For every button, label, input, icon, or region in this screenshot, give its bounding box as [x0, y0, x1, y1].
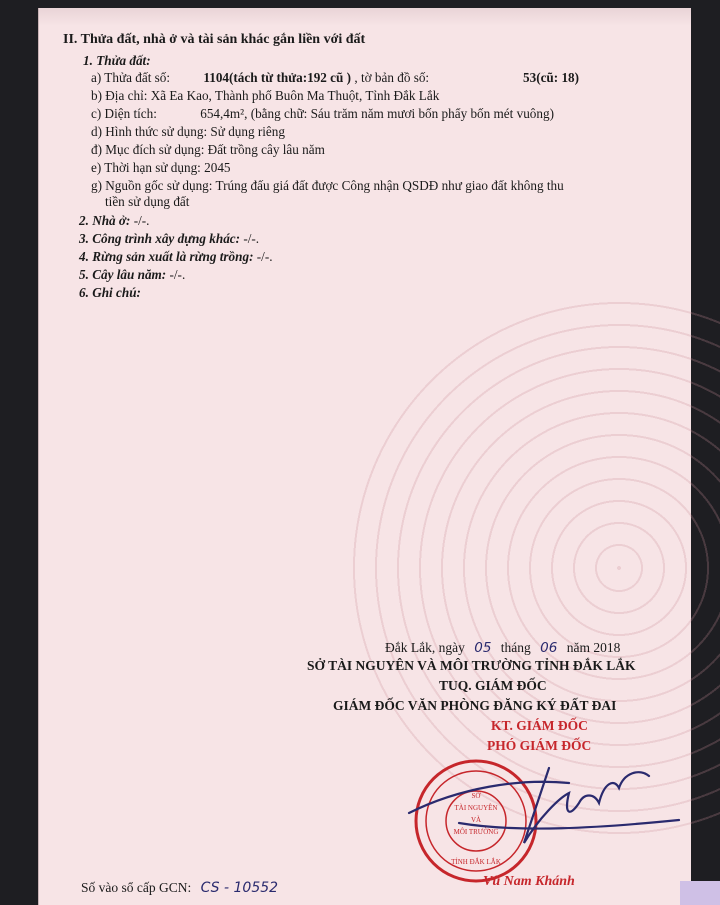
parcel-number-row — [91, 70, 580, 86]
corner-overlay — [680, 881, 720, 905]
item-5-value: -/-. — [169, 267, 186, 282]
map-sheet-value: 53(cũ: 18) — [523, 70, 580, 85]
item-5-row — [79, 267, 185, 283]
usage-term-row: e) Thời hạn sử dụng: 2045 — [91, 160, 231, 175]
item-6-label: 6. Ghi chú: — [79, 285, 141, 300]
authority-line-2: TUQ. GIÁM ĐỐC — [439, 678, 547, 693]
item-4-value: -/-. — [256, 249, 273, 264]
item-2-value: -/-. — [133, 213, 150, 228]
registry-row — [81, 880, 278, 896]
area-row — [91, 106, 554, 122]
registry-label: Số vào sổ cấp GCN: — [81, 880, 192, 895]
authority-line-4: KT. GIÁM ĐỐC — [491, 718, 588, 733]
authority-line-1: SỞ TÀI NGUYÊN VÀ MÔI TRƯỜNG TỈNH ĐẮK LẮK — [307, 658, 636, 673]
section-title: II. Thửa đất, nhà ở và tài sản khác gắn liền với đất — [63, 32, 366, 47]
date-day: 05 — [474, 640, 492, 656]
svg-text:MÔI TRƯỜNG: MÔI TRƯỜNG — [453, 828, 499, 836]
item-3-value: -/-. — [243, 231, 260, 246]
handwritten-signature-icon — [399, 748, 689, 868]
authority-line-5: PHÓ GIÁM ĐỐC — [487, 738, 592, 753]
signer-name: Vũ Nam Khánh — [483, 874, 575, 889]
date-month-label: tháng — [500, 640, 531, 655]
map-sheet-label: , tờ bản đồ số: — [354, 70, 430, 85]
item-3-row — [79, 231, 259, 247]
item-5-label: 5. Cây lâu năm: — [79, 267, 167, 282]
item-1-heading: 1. Thửa đất: — [83, 53, 151, 68]
authority-line-3: GIÁM ĐỐC VĂN PHÒNG ĐĂNG KÝ ĐẤT ĐAI — [333, 698, 617, 713]
usage-form-row: d) Hình thức sử dụng: Sử dụng riêng — [91, 124, 285, 139]
parcel-number-value: 1104(tách từ thửa:192 cũ ) — [203, 70, 352, 85]
date-year: năm 2018 — [566, 640, 621, 655]
svg-text:SỞ: SỞ — [471, 792, 481, 800]
certificate-page — [38, 8, 691, 905]
date-month: 06 — [540, 640, 558, 656]
svg-text:VÀ: VÀ — [470, 816, 482, 824]
usage-origin-row: g) Nguồn gốc sử dụng: Trúng đấu giá đất được Công nhận QSDĐ như giao đất không thu — [91, 178, 564, 193]
parcel-number-label: a) Thửa đất số: — [91, 70, 171, 85]
issue-date — [385, 640, 620, 656]
item-4-row — [79, 249, 273, 265]
svg-text:TÀI NGUYÊN: TÀI NGUYÊN — [454, 804, 498, 812]
area-label: c) Diện tích: — [91, 106, 157, 121]
svg-text:TỈNH ĐẮK LẮK: TỈNH ĐẮK LẮK — [451, 858, 501, 866]
item-3-label: 3. Công trình xây dựng khác: — [79, 231, 241, 246]
date-prefix: Đắk Lắk, ngày — [385, 640, 465, 655]
address-row: b) Địa chỉ: Xã Ea Kao, Thành phố Buôn Ma Thuột, Tỉnh Đắk Lắk — [91, 88, 440, 103]
item-2-label: 2. Nhà ở: — [79, 213, 131, 228]
area-value: 654,4m², (bằng chữ: Sáu trăm năm mươi bốn phẩy bốn mét vuông) — [200, 106, 554, 121]
registry-number: CS - 10552 — [200, 880, 279, 896]
usage-purpose-row: đ) Mục đích sử dụng: Đất trồng cây lâu năm — [91, 142, 325, 157]
item-4-label: 4. Rừng sản xuất là rừng trồng: — [79, 249, 254, 264]
item-2-row — [79, 213, 149, 229]
usage-origin-row-cont: tiền sử dụng đất — [105, 194, 190, 209]
